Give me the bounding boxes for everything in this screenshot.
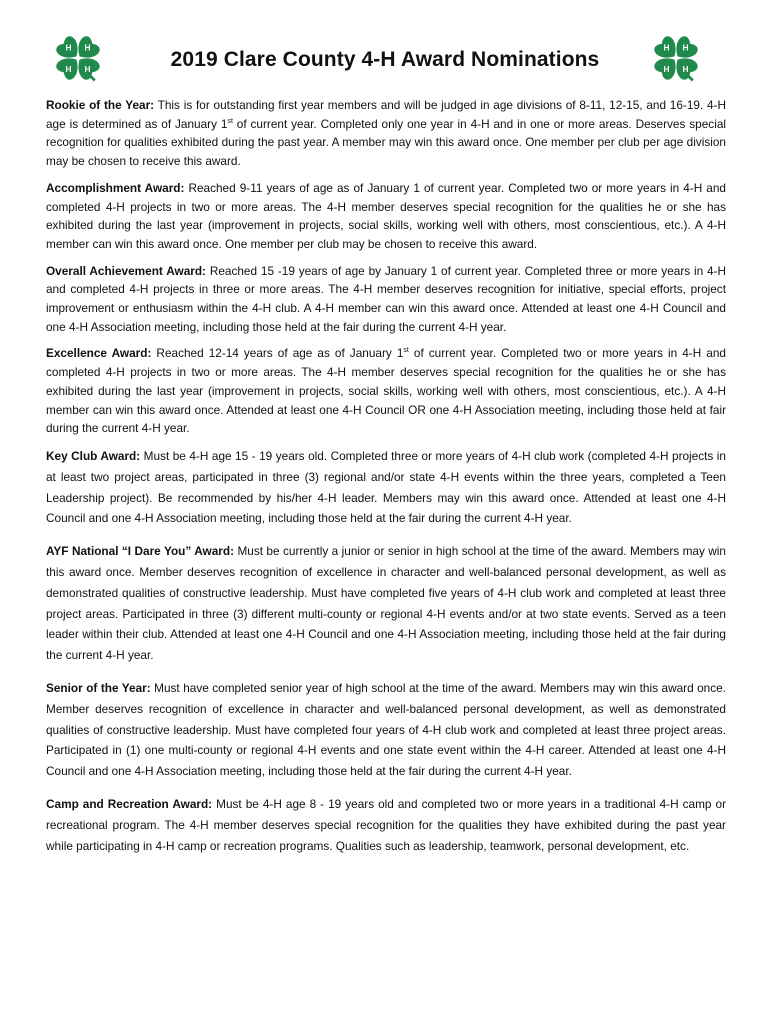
award-description: Reached 12-14 years of age as of January 1 xyxy=(151,346,404,361)
svg-text:H: H xyxy=(84,42,91,53)
ordinal-suffix: st xyxy=(227,117,233,125)
award-overall-achievement xyxy=(46,262,726,337)
ordinal-suffix: st xyxy=(403,347,409,355)
award-description: This is for outstanding first year members and will be judged in age divisions of 8-11, 12-15, and 16-19. 4-H age is determined as of January 1 xyxy=(46,98,727,131)
award-description: Must be 4-H age 8 - 19 years old and completed two or more years in a traditional 4-H camp or recreational program. The 4-H member deserves special recognition for the qualities they have exhibited during the past year while participating in 4-H camp or recreation programs. Qualities such as leadership, teamwork, personal development, etc. xyxy=(46,796,726,853)
award-senior-of-the-year xyxy=(46,678,726,782)
svg-text:H: H xyxy=(65,64,72,74)
award-excellence xyxy=(46,344,726,438)
svg-text:H: H xyxy=(84,64,91,74)
award-camp-and-recreation xyxy=(46,794,726,856)
award-list xyxy=(46,96,726,868)
award-key-club xyxy=(46,446,726,529)
award-description-cont: of current year. Completed two or more years in 4-H and completed 4-H projects in two or more areas. The 4-H member deserves special recognition for the qualities he or she has exhibited during the last year (improvement in projects, social skills, working well with others, most conscientious, etc.). A 4-H member can win this award once. Attended at least one 4-H Council OR one 4-H Association meeting, including those held at fair during the current 4-H year. xyxy=(46,346,726,436)
award-name: AYF National “I Dare You” Award: xyxy=(46,544,235,559)
svg-text:H: H xyxy=(663,64,670,74)
award-ayf-national-i-dare-you xyxy=(46,541,726,666)
award-name: Key Club Award: xyxy=(46,448,141,463)
award-name: Accomplishment Award: xyxy=(46,180,185,195)
page-title: 2019 Clare County 4-H Award Nominations xyxy=(170,48,600,71)
award-description: Must be 4-H age 15 - 19 years old. Completed three or more years of 4-H club work (completed 4-H projects in at least two project areas, participated in three (3) regional and/or state 4-H events within the three years, completed a Teen Leadership project). Be recommended by his/her 4-H leader. Members may win this award once. Attended at least one 4-H Council and one 4-H Association meeting, including those held at the fair during the current 4-H year. xyxy=(46,448,726,526)
award-name: Camp and Recreation Award: xyxy=(46,796,213,811)
award-name: Excellence Award: xyxy=(46,346,152,361)
award-rookie-of-the-year xyxy=(46,96,726,171)
award-accomplishment xyxy=(46,179,726,254)
award-name: Overall Achievement Award: xyxy=(46,263,206,278)
award-name: Senior of the Year: xyxy=(46,680,151,695)
svg-text:H: H xyxy=(663,42,670,53)
award-description: Reached 15 -19 years of age by January 1 of current year. Completed three or more years in 4-H and completed 4-H projects in three or more areas. The 4-H member deserves recognition for initiative, special efforts, project improvement or enthusiasm within the 4-H club. A 4-H member can win this award once. Attended at least one 4-H Council and one 4-H Association meeting, including those held at the fair during the current 4-H year. xyxy=(46,263,726,334)
svg-text:H: H xyxy=(682,64,689,74)
award-description-cont: of current year. Completed only one year in 4-H and in one or more areas. Deserves special recognition for qualities exhibited during the past year. A member may win this award once. One member per club per age division may be chosen to receive this award. xyxy=(46,116,727,169)
award-description: Reached 9-11 years of age as of January 1 of current year. Completed two or more years in 4-H and completed 4-H projects in two or more areas. The 4-H member deserves special recognition for the qualities he or she has exhibited during the last year (improvement in projects, social skills, working well with others, most conscientious, etc.). A 4-H member can win this award once. One member per club may be chosen to receive this award. xyxy=(46,180,726,251)
award-description: Must have completed senior year of high school at the time of the award. Members may win this award once. Member deserves recognition of excellence in character and well-balanced personal development, as well as demonstrated qualities of constructive leadership. Must have completed four years of 4-H club work and completed at least three project areas. Participated in (1) one multi-county or regional 4-H events and one state event within the 4-H career. Attended at least one 4-H Council and one 4-H Association meeting, including those held at the fair during the current 4-H year. xyxy=(46,680,726,779)
svg-text:H: H xyxy=(682,42,689,53)
award-description: Must be currently a junior or senior in high school at the time of the award. Members may win this award once. Member deserves recognition of excellence in character and well-balanced personal development, as well as demonstrated qualities of constructive leadership. Must have completed five years of 4-H club work and completed at least three project areas. Participated in three (3) different multi-county or regional 4-H events and/or at two state events. Served as a teen leader within their club. Attended at least one 4-H Council and one 4-H Association meeting, including those held at the fair during the current 4-H year. xyxy=(46,544,726,663)
svg-text:H: H xyxy=(65,42,72,53)
award-name: Rookie of the Year: xyxy=(46,98,155,112)
